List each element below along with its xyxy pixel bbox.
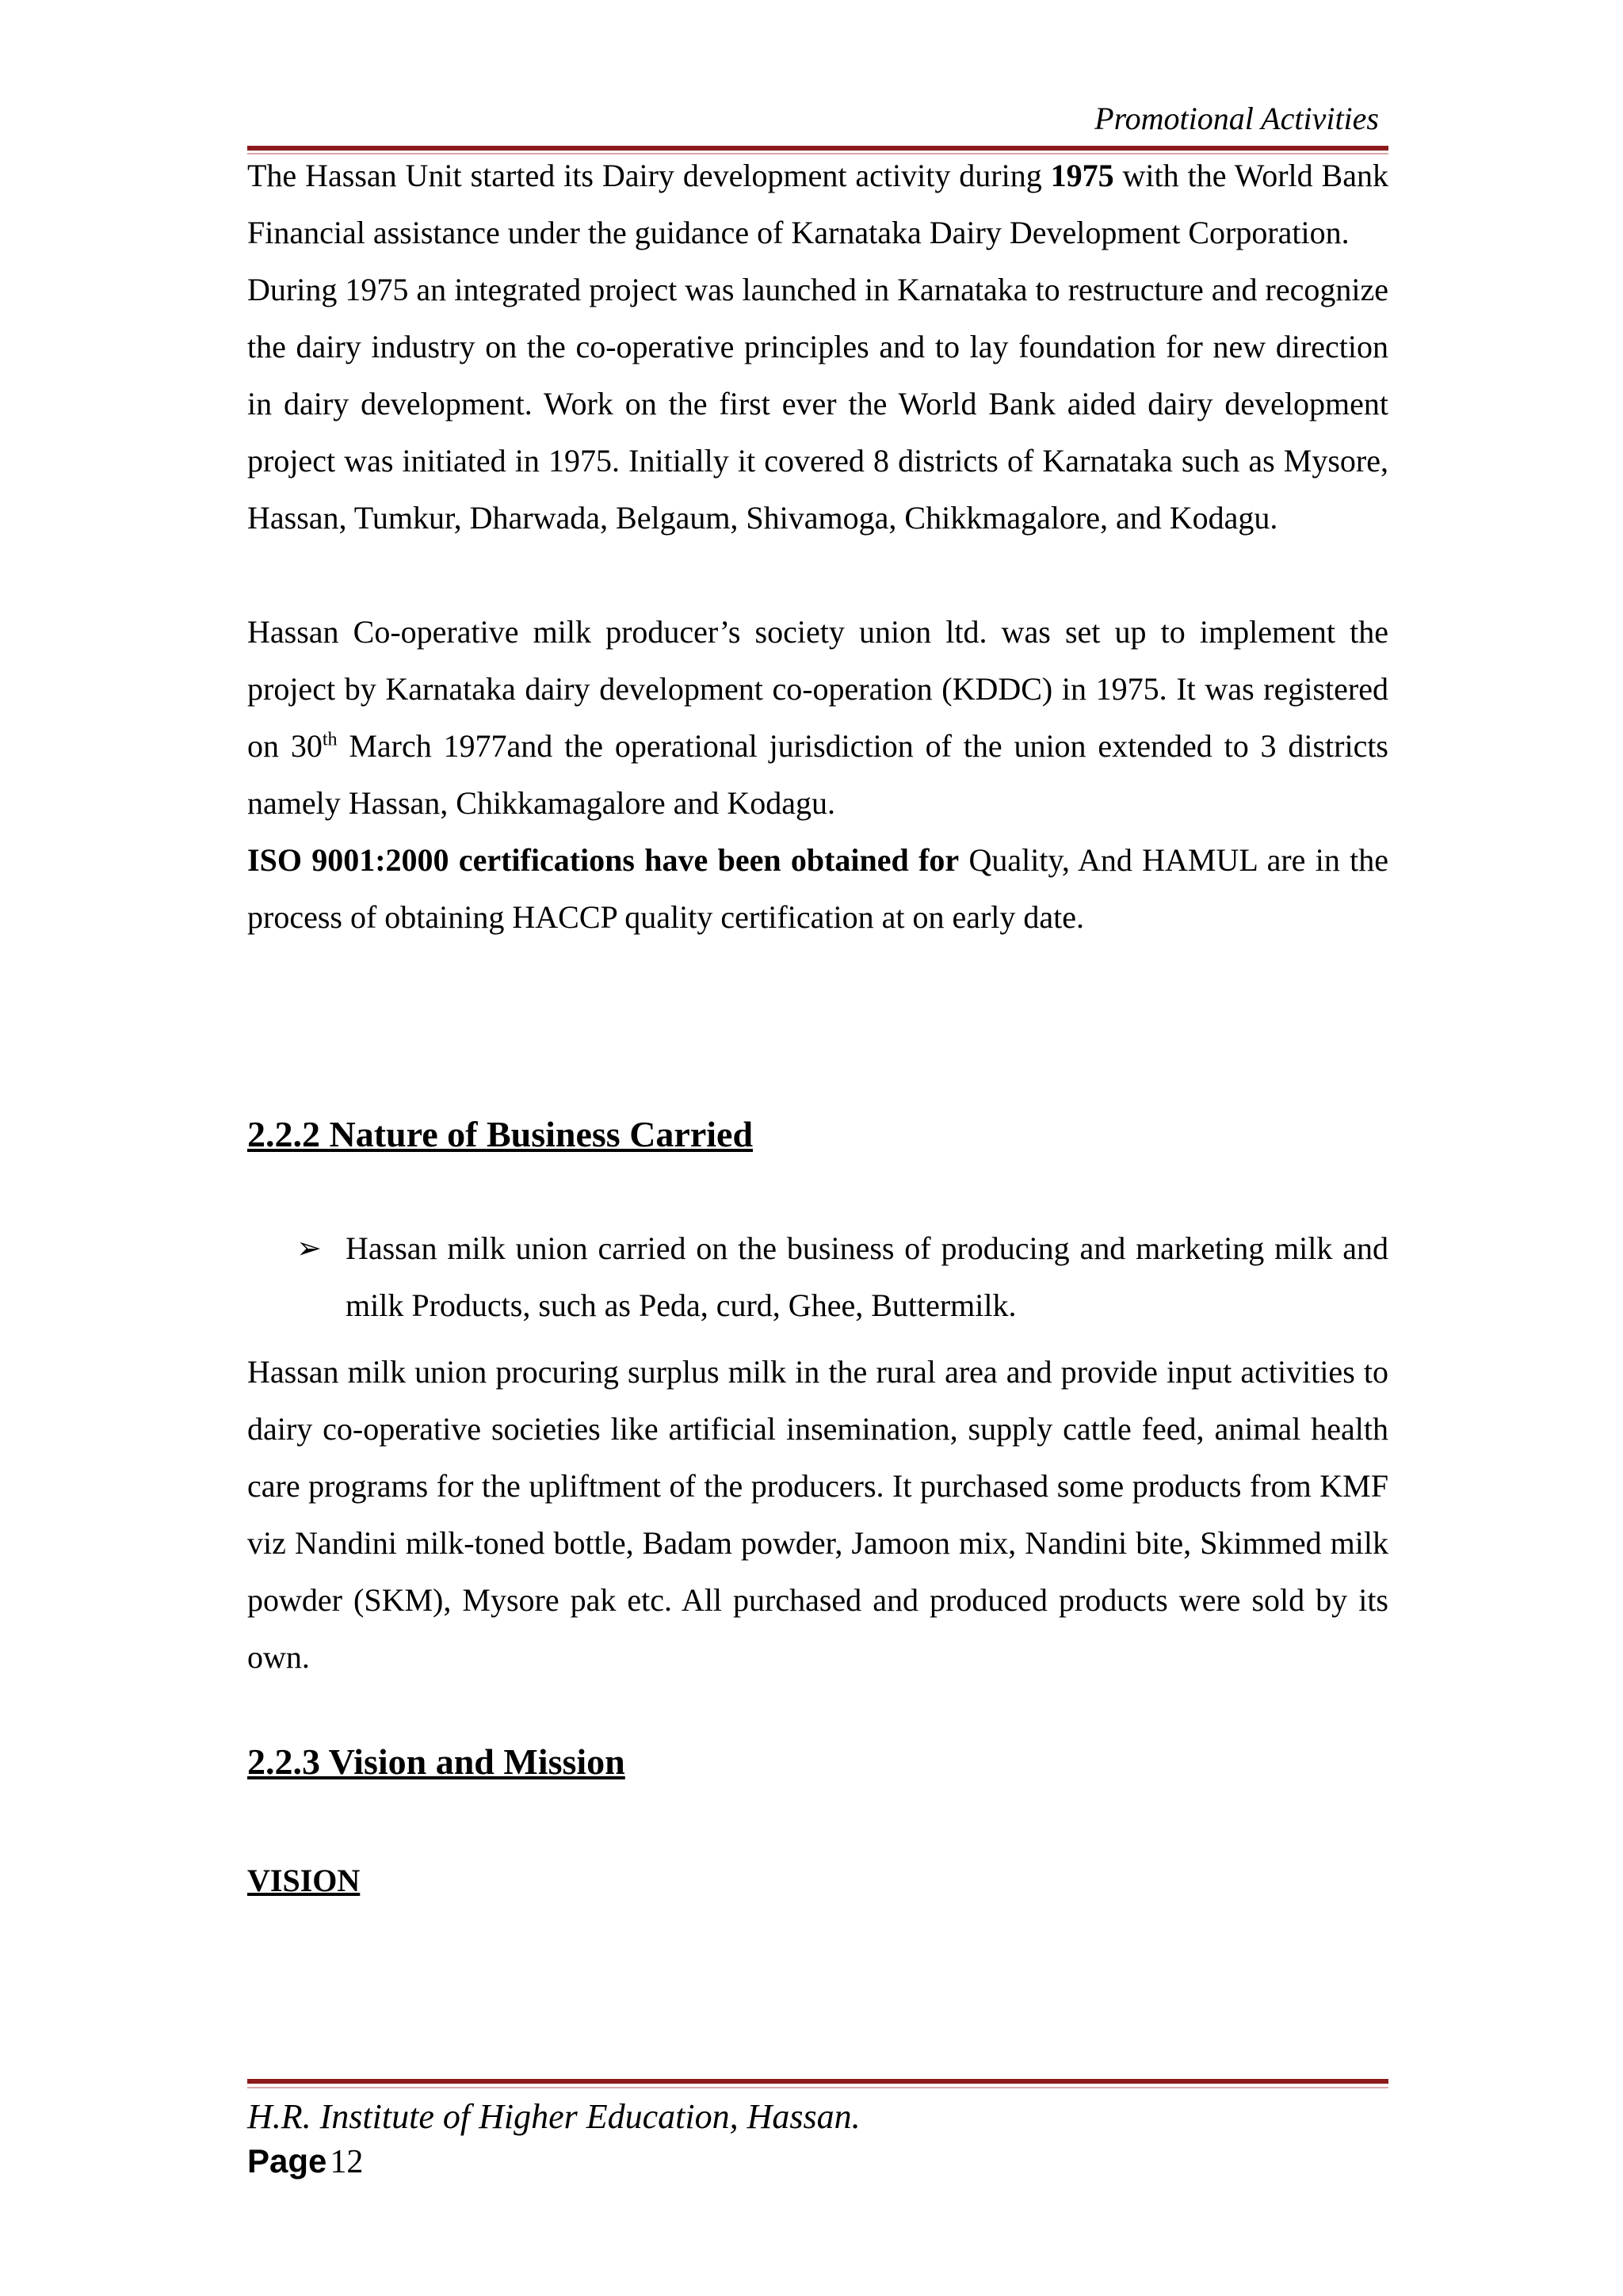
paragraph-hassan-unit (247, 147, 1388, 261)
bold-year: 1975 (1050, 158, 1114, 193)
bullet-list-item (247, 1220, 1388, 1334)
paragraph-integrated-project: During 1975 an integrated project was launched in Karnataka to restructure and recognize the dairy industry on the co-operative principles and to lay foundation for new direction in dairy development. Work on the first ever the World Bank aided dairy development project was initiated in 1975. Initially it covered 8 districts of Karnataka such as Mysore, Hassan, Tumkur, Dharwada, Belgaum, Shivamoga, Chikkmagalore, and Kodagu. (247, 272, 1388, 536)
paragraph-iso-certification (247, 832, 1388, 946)
paragraph-text: The Hassan Unit started its Dairy development activity during (247, 158, 1051, 193)
footer-rule-thin (247, 2087, 1388, 2088)
subheading-vision: VISION (247, 1863, 361, 1898)
paragraph-text: March 1977and the operational jurisdiction of the union extended to 3 districts namely Hassan, Chikkamagalore and Kodagu. (247, 728, 1389, 821)
blank-line (247, 1163, 1388, 1220)
footer-page-number (247, 2139, 363, 2191)
section-heading-vision-mission: 2.2.3 Vision and Mission (247, 1741, 625, 1782)
page-number: 12 (330, 2144, 364, 2180)
footer-institute-name: H.R. Institute of Higher Education, Hassan. (247, 2097, 861, 2136)
bullet-text: Hassan milk union carried on the business of producing and marketing milk and milk Products, such as Peda, curd, Ghee, Buttermilk. (346, 1230, 1388, 1323)
blank-space (247, 1334, 1388, 1344)
page-body (247, 147, 1388, 1909)
blank-line (247, 547, 1388, 604)
bold-iso-text: ISO 9001:2000 certifications have been obtained for (247, 842, 960, 878)
arrow-bullet-icon: ➢ (296, 1232, 322, 1265)
section-heading-nature-of-business: 2.2.2 Nature of Business Carried (247, 1114, 754, 1154)
ordinal-suffix: th (322, 729, 338, 750)
paragraph-text: with the World Bank Financial assistance under the guidance of Karnataka Dairy Development Corporation. (247, 158, 1388, 250)
paragraph-text: Quality, And HAMUL are in the process of obtaining HACCP quality certification at on early date. (247, 842, 1389, 935)
footer-rule-thick (247, 2079, 1388, 2084)
paragraph-cooperative-union (247, 604, 1388, 832)
blank-space (247, 1686, 1388, 1733)
running-header-title: Promotional Activities (1094, 101, 1379, 136)
blank-space (247, 946, 1388, 1106)
paragraph-milk-procurement: Hassan milk union procuring surplus milk in the rural area and provide input activities to dairy co-operative societies like artificial insemination, supply cattle feed, animal health care programs for the upliftment of the producers. It purchased some products from KMF viz Nandini milk-toned bottle, Badam powder, Jamoon mix, Nandini bite, Skimmed milk powder (SKM), Mysore pak etc. All purchased and produced products were sold by its own. (247, 1354, 1388, 1675)
paragraph-text: Hassan Co-operative milk producer’s society union ltd. was set up to implement the project by Karnataka dairy development co-operation (KDDC) in 1975. It was registered on 30 (247, 614, 1388, 764)
page-label: Page (247, 2142, 327, 2180)
blank-space (247, 1791, 1388, 1852)
